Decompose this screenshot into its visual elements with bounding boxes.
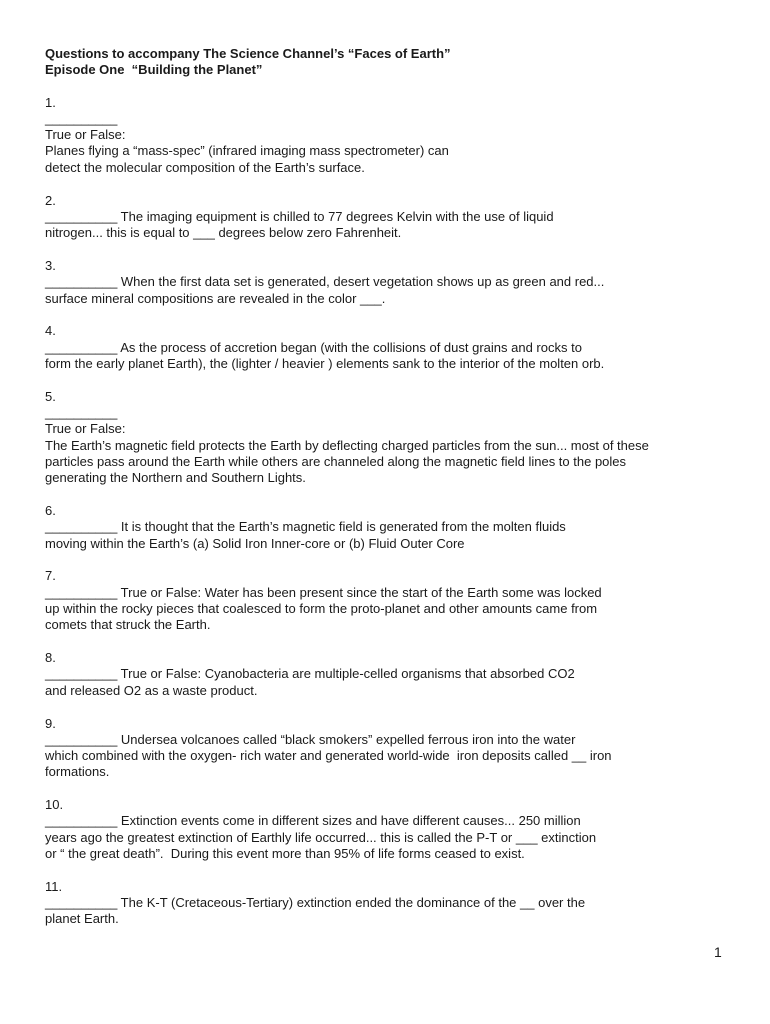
question-text-line: The Earth’s magnetic field protects the Earth by deflecting charged particles from the sun... most of these [45,437,649,453]
question-3 [45,258,725,307]
question-text-line: comets that struck the Earth. [45,617,211,633]
question-text-line: detect the molecular composition of the Earth’s surface. [45,159,365,175]
question-text-line: and released O2 as a waste product. [45,682,258,698]
page-number: 1 [714,944,722,960]
question-text-line: __________ True or False: Water has been present since the start of the Earth some was locked [45,584,602,600]
question-number: 5. [45,388,56,404]
question-number: 4. [45,323,56,339]
question-4 [45,323,725,372]
question-8 [45,650,725,699]
question-text-line: __________ When the first data set is generated, desert vegetation shows up as green and red... [45,274,605,290]
question-text-line: __________ The K-T (Cretaceous-Tertiary) extinction ended the dominance of the __ over the [45,895,586,911]
question-text-line: formations. [45,764,110,780]
question-text-line: __________ The imaging equipment is chilled to 77 degrees Kelvin with the use of liquid [45,208,554,224]
question-text-line: __________ True or False: Cyanobacteria are multiple-celled organisms that absorbed CO2 [45,666,575,682]
question-number: 10. [45,797,64,813]
document-content [45,46,725,944]
question-number: 9. [45,715,56,731]
question-text-line: up within the rocky pieces that coalesced to form the proto-planet and other amounts came from [45,601,598,617]
title-line-2: Episode One “Building the Planet” [45,62,263,78]
question-text-line: True or False: [45,421,126,437]
question-5 [45,389,725,487]
question-text-line: __________ It is thought that the Earth’s magnetic field is generated from the molten fluids [45,519,566,535]
question-text-line: __________ Undersea volcanoes called “black smokers” expelled ferrous iron into the water [45,731,576,747]
question-text-line: Planes flying a “mass-spec” (infrared imaging mass spectrometer) can [45,143,449,159]
question-number: 3. [45,257,56,273]
question-number: 2. [45,192,56,208]
document-title [45,46,725,79]
question-11 [45,879,725,928]
question-text-line: generating the Northern and Southern Lights. [45,470,306,486]
question-number: 1. [45,94,56,110]
question-text-line: planet Earth. [45,911,119,927]
question-number: 6. [45,503,56,519]
question-text-line: particles pass around the Earth while others are channeled along the magnetic field lines to the poles [45,453,627,469]
answer-blank: __________ [45,110,118,126]
question-text-line: which combined with the oxygen- rich water and generated world-wide iron deposits called __ iron [45,748,612,764]
question-10 [45,797,725,862]
question-text-line: __________ As the process of accretion began (with the collisions of dust grains and rocks to [45,339,582,355]
question-text-line: surface mineral compositions are revealed in the color ___. [45,290,386,306]
title-line-1: Questions to accompany The Science Channel’s “Faces of Earth” [45,46,451,61]
question-6 [45,503,725,552]
question-number: 7. [45,568,56,584]
question-text-line: years ago the greatest extinction of Earthly life occurred... this is called the P-T or ___ extinction [45,829,597,845]
question-text-line: form the early planet Earth), the (lighter / heavier ) elements sank to the interior of the molten orb. [45,355,605,371]
question-text-line: moving within the Earth’s (a) Solid Iron Inner-core or (b) Fluid Outer Core [45,535,465,551]
question-text-line: nitrogen... this is equal to ___ degrees below zero Fahrenheit. [45,225,402,241]
question-7 [45,568,725,633]
question-1 [45,95,725,176]
question-text-line: True or False: [45,127,126,143]
question-text-line: __________ Extinction events come in different sizes and have different causes... 250 million [45,813,581,829]
question-9 [45,716,725,781]
answer-blank: __________ [45,405,118,421]
question-2 [45,193,725,242]
question-text-line: or “ the great death”. During this event more than 95% of life forms ceased to exist. [45,846,525,862]
question-number: 11. [45,878,63,894]
question-number: 8. [45,650,56,666]
